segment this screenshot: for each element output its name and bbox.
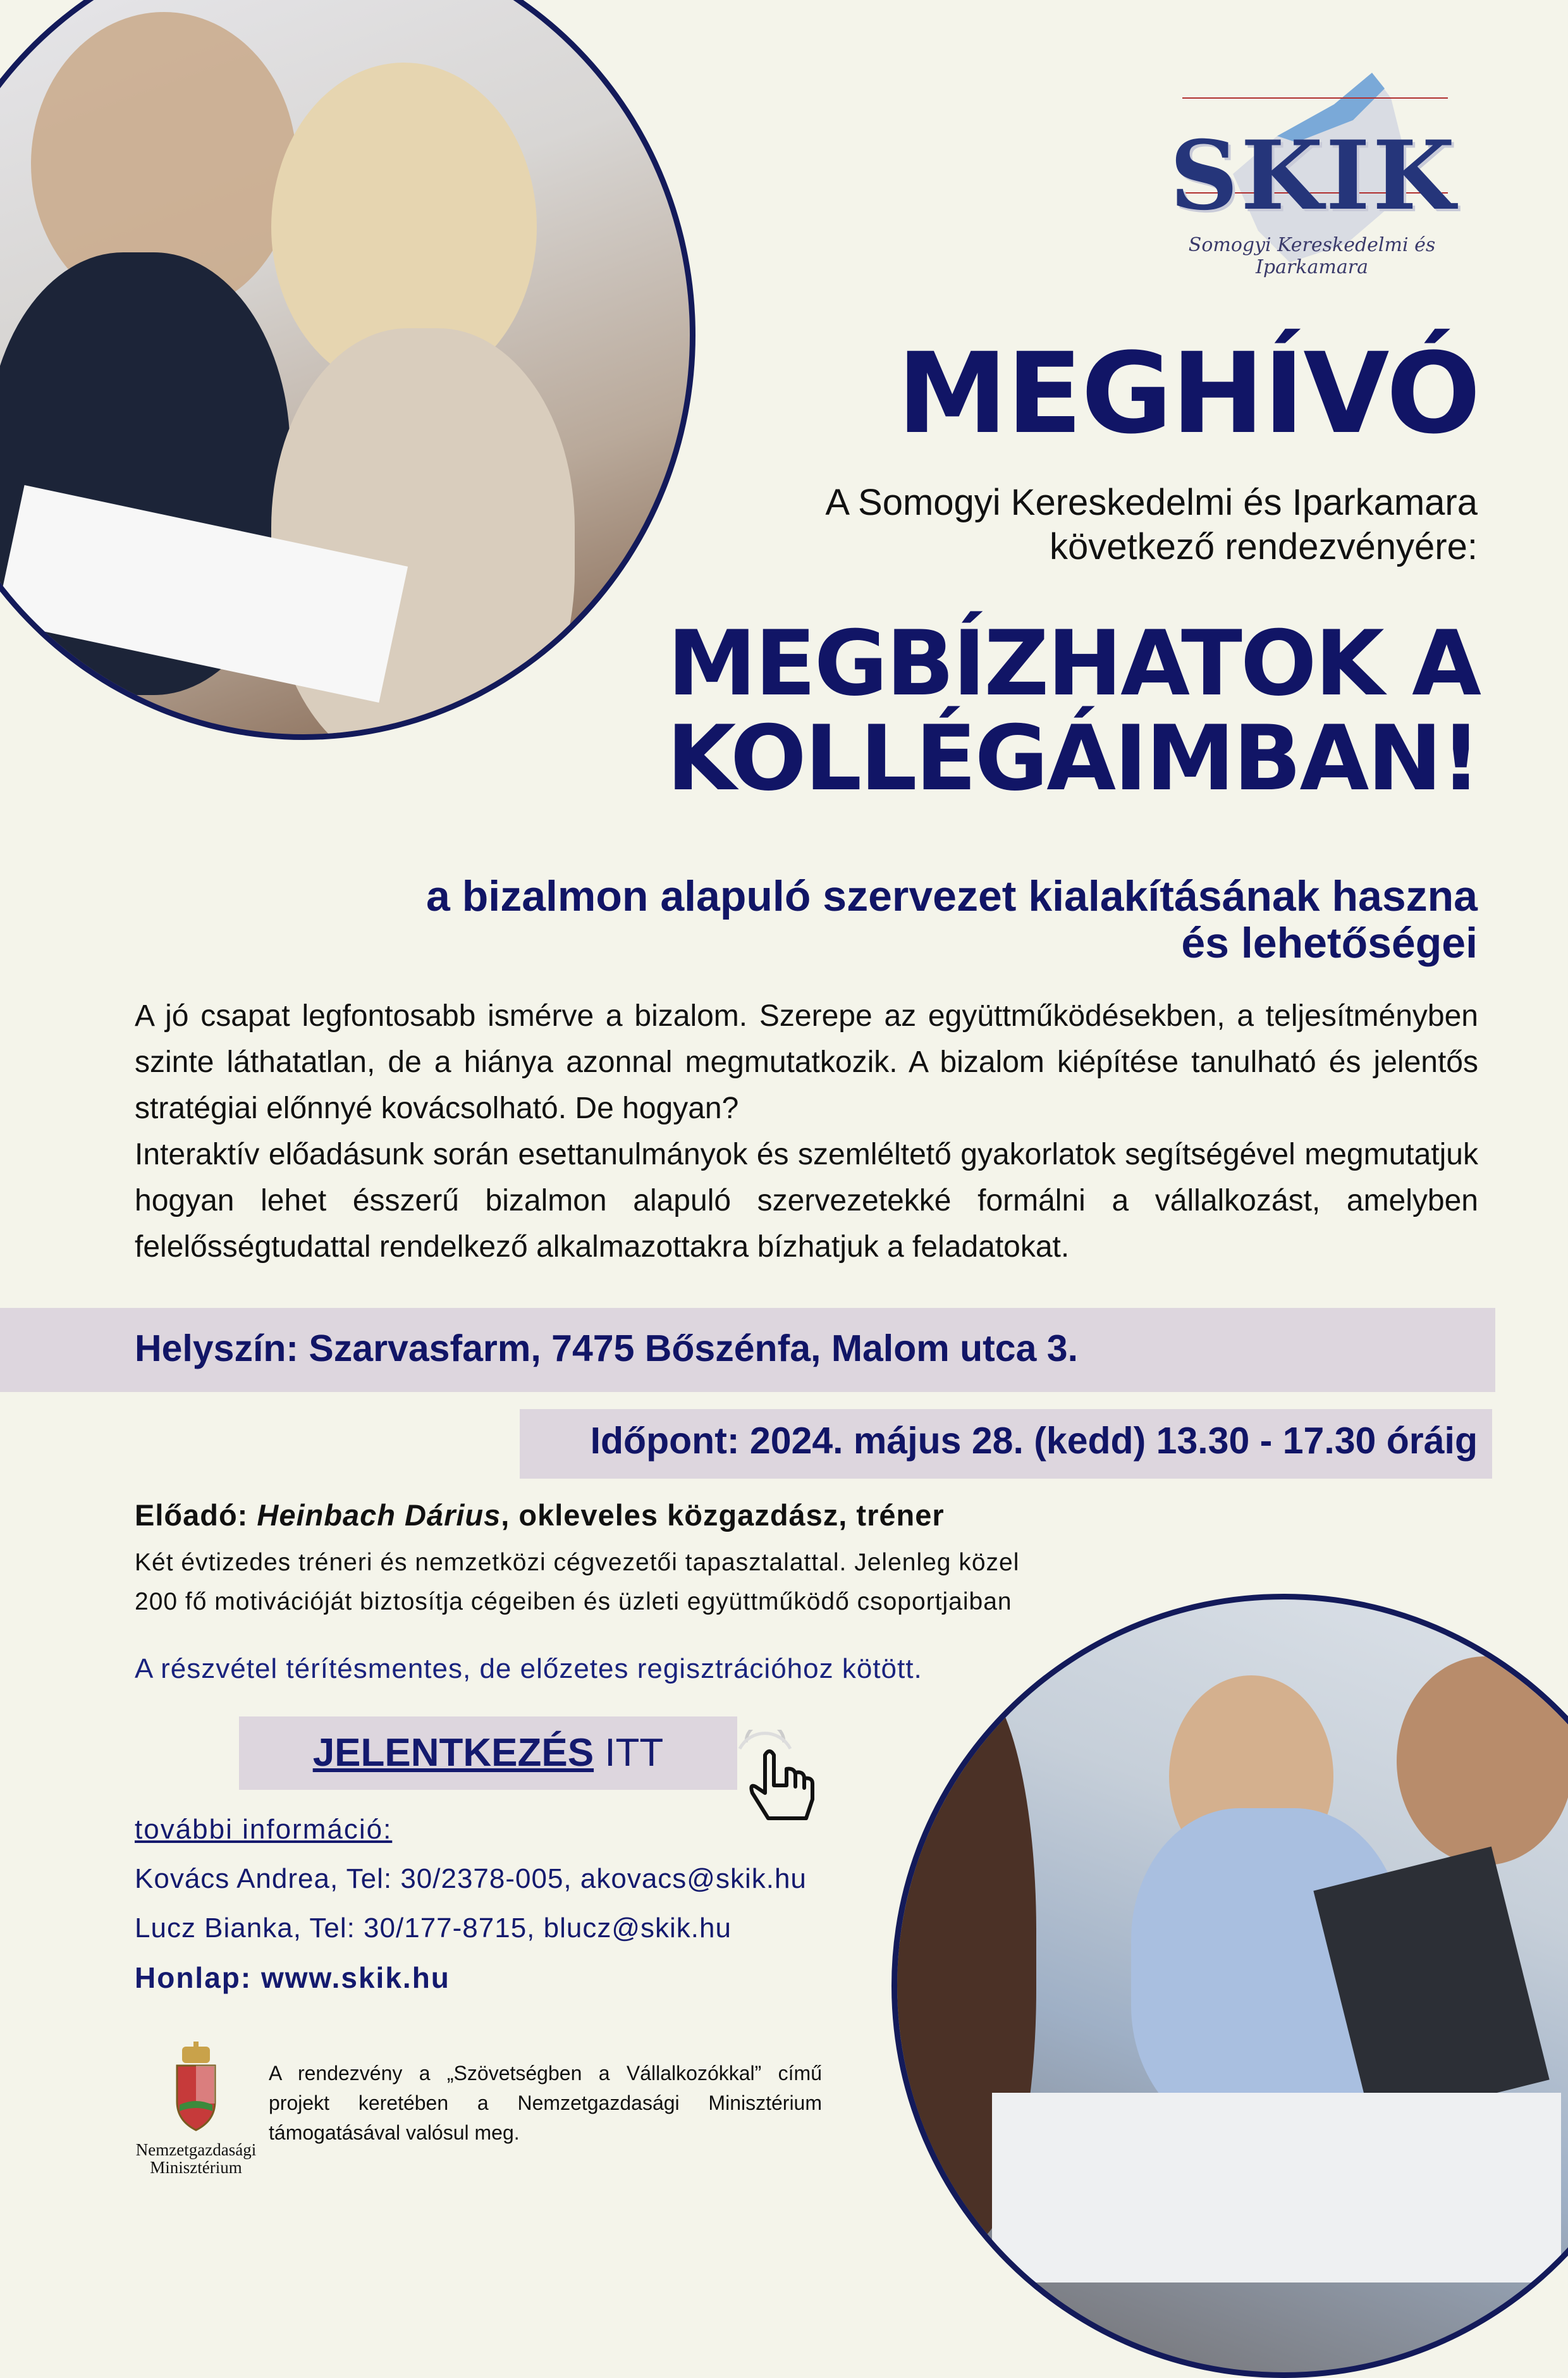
speaker-desc-line-1: Két évtizedes tréneri és nemzetközi cégvezetői tapasztalattal. Jelenleg közel: [135, 1549, 1020, 1576]
intro-text: [656, 481, 1478, 569]
registration-bold: JELENTKEZÉS: [312, 1731, 594, 1775]
event-description: [135, 993, 1478, 1270]
logo-wordmark: SKIK: [1170, 120, 1458, 231]
more-info-link[interactable]: további információ:: [135, 1814, 393, 1845]
website-line[interactable]: Honlap: www.skik.hu: [135, 1961, 450, 1994]
ministry-line-2: Minisztérium: [150, 2158, 242, 2177]
event-title-line-1: MEGBÍZHATOK A: [667, 612, 1479, 716]
registration-button[interactable]: [239, 1716, 737, 1790]
event-title-line-2: KOLLÉGÁIMBAN!: [666, 706, 1479, 811]
contact-person-2: Lucz Bianka, Tel: 30/177-8715, blucz@skik.hu: [135, 1913, 732, 1944]
contact-person-1: Kovács Andrea, Tel: 30/2378-005, akovacs@skik.hu: [135, 1863, 807, 1894]
footer-support-text: A rendezvény a „Szövetségben a Vállalkozókkal” című projekt keretében a Nemzetgazdasági Minisztérium támogatásával valósul meg.: [269, 2062, 822, 2144]
ministry-coat-of-arms-icon: [171, 2042, 221, 2136]
speaker-title: , okleveles közgazdász, tréner: [501, 1498, 945, 1532]
pointer-hand-icon: [733, 1730, 828, 1831]
invitation-heading: MEGHÍVÓ: [897, 329, 1479, 459]
description-paragraph-1: A jó csapat legfontosabb ismérve a bizalom. Szerepe az együttműködésekben, a teljesítményben szinte láthatatlan, de a hiánya azonnal megmutatkozik. A bizalom kiépítése tanulható és jelentős stratégiai előnnyé kovácsolható. De hogyan?: [135, 999, 1478, 1125]
intro-line-1: A Somogyi Kereskedelmi és Iparkamara: [825, 482, 1478, 523]
meeting-photo-bottom: [891, 1594, 1568, 2378]
speaker-label: Előadó:: [135, 1498, 248, 1532]
time-text: Időpont: 2024. május 28. (kedd) 13.30 - 17.30 óráig: [590, 1420, 1478, 1462]
speaker-line: [135, 1498, 945, 1532]
venue-text: Helyszín: Szarvasfarm, 7475 Bőszénfa, Malom utca 3.: [135, 1328, 1078, 1369]
speaker-description: [135, 1543, 1146, 1622]
ministry-line-1: Nemzetgazdasági: [135, 2140, 257, 2159]
intro-line-2: következő rendezvényére:: [1049, 526, 1478, 567]
event-subtitle: [276, 873, 1478, 966]
event-subtitle-line-1: a bizalmon alapuló szervezet kialakításának haszna: [426, 872, 1478, 920]
ministry-name: [120, 2141, 272, 2176]
event-title: [531, 612, 1479, 811]
logo-subtitle: Somogyi Kereskedelmi és Iparkamara: [1188, 234, 1436, 278]
speaker-desc-line-2: 200 fő motivációját biztosítja cégeiben és üzleti együttműködő csoportjaiban: [135, 1588, 1012, 1615]
participation-note: A részvétel térítésmentes, de előzetes regisztrációhoz kötött.: [135, 1653, 922, 1684]
registration-rest: ITT: [594, 1731, 664, 1775]
description-paragraph-2: Interaktív előadásunk során esettanulmányok és szemléltető gyakorlatok segítségével megmutatjuk hogyan lehet ésszerű bizalmon alapuló szervezetekké formálni a vállalkozást, amelyben felelősségtudattal rendelkező alkalmazottakra bízhatjuk a feladatokat.: [135, 1138, 1478, 1264]
skik-logo: [1157, 60, 1467, 278]
event-subtitle-line-2: és lehetőségei: [1181, 919, 1478, 967]
speaker-name: Heinbach Dárius: [257, 1498, 501, 1532]
